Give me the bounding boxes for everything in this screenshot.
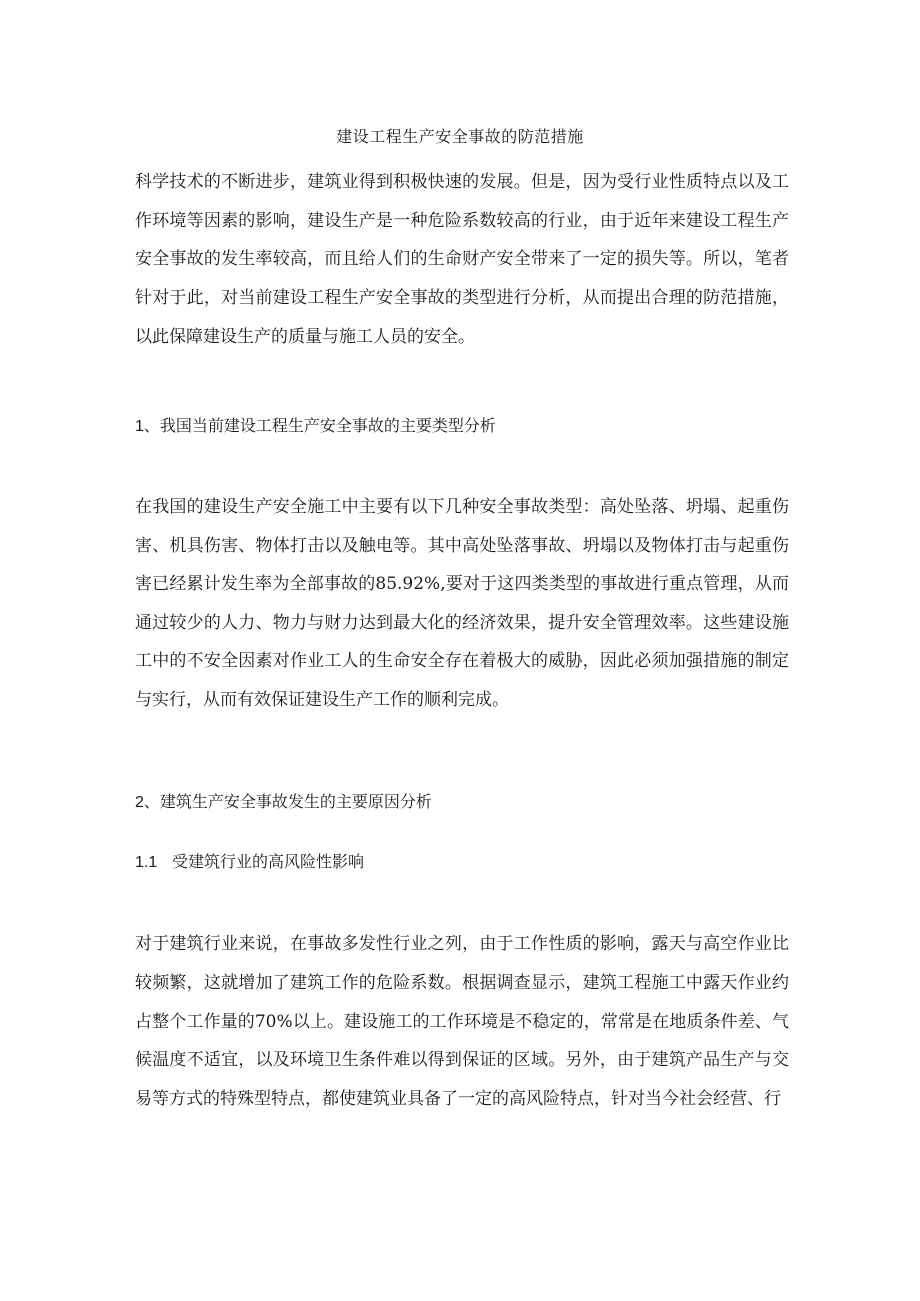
intro-paragraph: 科学技术的不断进步，建筑业得到积极快速的发展。但是，因为受行业性质特点以及工作环境等因素的影响，建设生产是一种危险系数较高的行业，由于近年来建设工程生产安全事故的发生率较高，而且给人们的生命财产安全带来了一定的损失等。所以，笔者针对于此，对当前建设工程生产安全事故的类型进行分析，从而提出合理的防范措施，以此保障建设生产的质量与施工人员的安全。 xyxy=(135,172,789,347)
section-1-title: 我国当前建设工程生产安全事故的主要类型分析 xyxy=(159,416,496,435)
subsection-1-1-heading xyxy=(135,851,789,874)
section-1-heading xyxy=(135,415,789,438)
section-1-number: 1、 xyxy=(135,418,160,435)
document-title: 建设工程生产安全事故的防范措施 xyxy=(336,127,584,146)
section-2-heading xyxy=(135,791,789,814)
subsection-1-1-paragraph: 对于建筑行业来说，在事故多发性行业之列，由于工作性质的影响，露天与高空作业比较频繁，这就增加了建筑工作的危险系数。根据调查显示，建筑工程施工中露天作业约占整个工作量的70%以上。建设施工的工作环境是不稳定的，常常是在地质条件差、气候温度不适宜，以及环境卫生条件难以得到保证的区域。另外，由于建筑产品生产与交易等方式的特殊型特点，都使建筑业具备了一定的高风险特点，针对当今社会经营、行 xyxy=(135,934,789,1110)
section-2-title: 建筑生产安全事故发生的主要原因分析 xyxy=(159,792,432,811)
subsection-1-1-title: 受建筑行业的高风险性影响 xyxy=(172,852,365,871)
section-2-number: 2、 xyxy=(135,794,160,811)
section-1-paragraph: 在我国的建设生产安全施工中主要有以下几种安全事故类型：高处坠落、坍塌、起重伤害、机具伤害、物体打击以及触电等。其中高处坠落事故、坍塌以及物体打击与起重伤害已经累计发生率为全部事故的85.92%,要对于这四类类型的事故进行重点管理，从而通过较少的人力、物力与财力达到最大化的经济效果，提升安全管理效率。这些建设施工中的不安全因素对作业工人的生命安全存在着极大的威胁，因此必须加强措施的制定与实行，从而有效保证建设生产工作的顺利完成。 xyxy=(135,497,789,710)
subsection-1-1-number: 1.1 xyxy=(135,854,158,871)
